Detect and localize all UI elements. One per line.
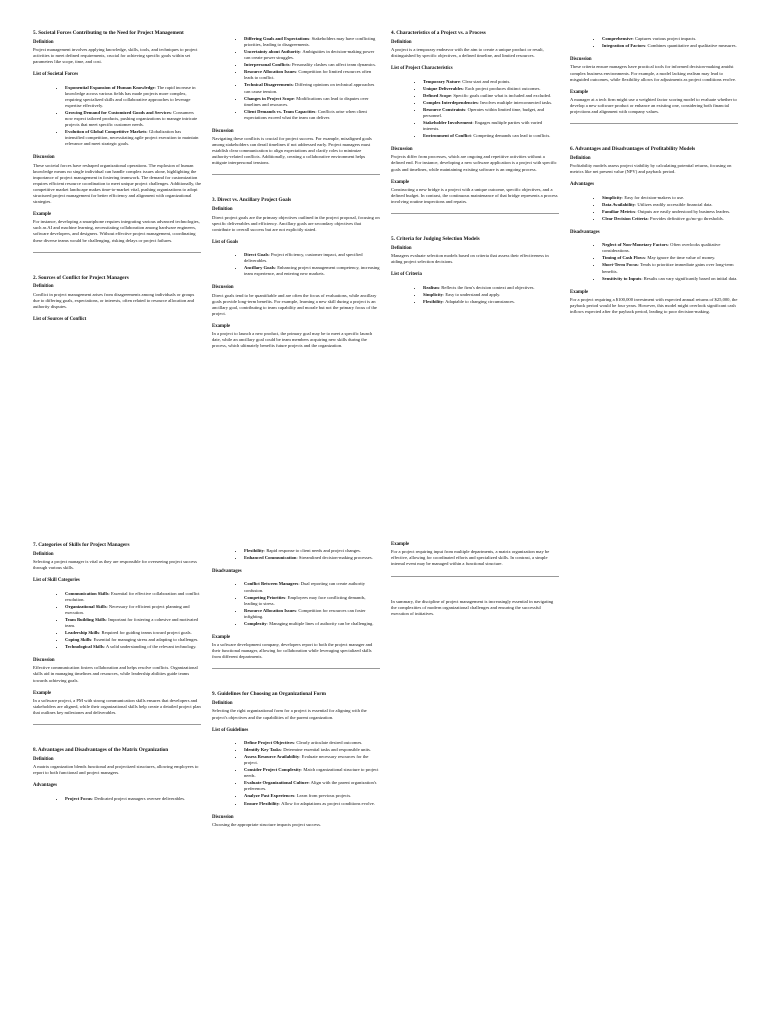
block-text: A project is a temporary endeavor with the aim to create a unique product or result, distinguished by specific objectives, a defined timeline, and limited resources. bbox=[391, 47, 544, 59]
item-term: Interpersonal Conflicts bbox=[244, 62, 290, 68]
block-heading: Definition bbox=[391, 245, 412, 251]
section-title: 4. Characteristics of a Project vs. a Process bbox=[391, 30, 486, 36]
item-text: : Involves multiple interconnected tasks. bbox=[477, 99, 553, 105]
item-term: Resource Allocation Issues bbox=[244, 69, 296, 75]
item-term: Simplicity bbox=[423, 291, 443, 297]
block-heading: List of Project Characteristics bbox=[391, 66, 453, 72]
block-heading: Advantages bbox=[33, 783, 57, 789]
list-item bbox=[602, 276, 738, 282]
list-item bbox=[244, 548, 380, 554]
list-item bbox=[423, 79, 559, 85]
section-divider bbox=[212, 668, 380, 669]
block-heading: Example bbox=[570, 289, 589, 295]
block-heading: Definition bbox=[33, 284, 54, 290]
item-term: Complex Interdependencies bbox=[423, 99, 478, 105]
section bbox=[33, 542, 201, 725]
item-text: : Results can vary significantly based on initial data. bbox=[641, 275, 738, 281]
block-heading: Definition bbox=[33, 39, 54, 45]
list-item bbox=[602, 262, 738, 274]
item-text: : A solid understanding of the relevant technology. bbox=[103, 644, 197, 650]
item-term: Conflict Between Managers bbox=[244, 581, 299, 587]
block-text: Selecting a project manager is vital as they are responsible for overseeing project success through various skills. bbox=[33, 559, 197, 571]
item-term: Integration of Factors bbox=[602, 43, 646, 49]
section bbox=[33, 30, 201, 253]
block-text: Managers evaluate selection models based on criteria that assess their effectiveness in aiding project selection decisions. bbox=[391, 253, 549, 265]
block-text: Navigating these conflicts is crucial for project success. For example, misaligned goals among stakeholders can derail timelines if not addressed early. Project managers must establish clear communication to align expectations and clarify roles to minimize authority-related conflicts. Additionally, creating a collaborative environment helps mitigate interpersonal tensions. bbox=[212, 136, 372, 166]
bullet-list bbox=[391, 79, 559, 140]
item-text: : Competing demands can lead to conflicts. bbox=[470, 133, 551, 139]
section bbox=[33, 275, 201, 324]
list-item bbox=[244, 252, 380, 264]
item-text: : Personality clashes can affect team dynamics. bbox=[289, 62, 377, 68]
item-term: Ensure Flexibility bbox=[244, 800, 280, 806]
list-item bbox=[244, 96, 380, 108]
item-term: Project Focus bbox=[65, 795, 92, 801]
column-2 bbox=[212, 542, 380, 835]
item-text: : Allow for adaptations as project conditions evolve. bbox=[279, 800, 375, 806]
column-4 bbox=[570, 30, 738, 322]
list-item bbox=[423, 292, 559, 298]
block-text: In a project to launch a new product, the primary goal may be to meet a specific launch date, while an ancillary goal could be team members acquiring new skills during the process, which ultimately benefits future projects and the organization. bbox=[212, 331, 373, 349]
list-item bbox=[244, 754, 380, 766]
item-term: Sensitivity to Inputs bbox=[602, 275, 642, 281]
section bbox=[391, 542, 559, 577]
item-text: : Dual reporting can create authority confusion. bbox=[244, 581, 366, 593]
item-text: : Modifications can lead to disputes over timelines and resources. bbox=[244, 95, 369, 107]
item-term: Leadership Skills bbox=[65, 629, 100, 635]
item-term: Flexibility bbox=[244, 548, 264, 553]
item-text: : Outputs are easily understood by business leaders. bbox=[635, 208, 731, 214]
list-item bbox=[244, 82, 380, 94]
section-title: 8. Advantages and Disadvantages of the Matrix Organization bbox=[33, 747, 169, 754]
block-heading: List of Sources of Conflict bbox=[33, 316, 87, 322]
block-heading: Discussion bbox=[391, 147, 413, 153]
item-text: : Operates within limited time, budget, and personnel. bbox=[423, 106, 544, 118]
item-term: Technological Skills bbox=[65, 644, 104, 650]
list-item bbox=[423, 133, 559, 139]
item-text: : Conflicts arise when client expectations exceed what the team can deliver. bbox=[244, 108, 367, 120]
bullet-list bbox=[212, 36, 380, 121]
item-text: : Each project produces distinct outcomes. bbox=[462, 85, 541, 91]
item-text: : Consumers now expect tailored products, pushing organizations to manage intricate projects that meet specific customer needs. bbox=[65, 109, 198, 127]
list-item bbox=[244, 747, 380, 753]
list-item bbox=[244, 780, 380, 792]
item-text: : Combines quantitative and qualitative measures. bbox=[645, 43, 737, 49]
item-term: Uncertainty about Authority bbox=[244, 49, 301, 55]
item-term: Differing Goals and Expectations bbox=[244, 36, 310, 41]
item-term: Flexibility bbox=[423, 298, 443, 304]
item-term: Evolution of Global Competitive Markets bbox=[65, 129, 147, 135]
column-3 bbox=[391, 542, 559, 624]
item-text: : Essential for managing stress and adapting to challenges. bbox=[91, 636, 199, 642]
section bbox=[391, 30, 559, 214]
list-item bbox=[65, 110, 201, 128]
list-item bbox=[423, 86, 559, 92]
item-text: : Learn from previous projects. bbox=[294, 793, 352, 799]
list-item bbox=[65, 617, 201, 629]
list-item bbox=[65, 591, 201, 603]
item-term: Coping Skills bbox=[65, 636, 92, 642]
block-heading: List of Criteria bbox=[391, 272, 422, 278]
section-title: 9. Guidelines for Choosing an Organizational Form bbox=[212, 691, 326, 698]
bullet-list bbox=[33, 591, 201, 651]
section-title: 5. Criteria for Judging Selection Models bbox=[391, 236, 480, 243]
block-heading: Discussion bbox=[212, 285, 234, 291]
item-term: Consider Project Complexity bbox=[244, 767, 301, 773]
item-term: Comprehensive bbox=[602, 36, 633, 41]
item-term: Define Project Objectives bbox=[244, 739, 294, 745]
list-item bbox=[602, 216, 738, 222]
item-text: : Often overlooks qualitative considerations. bbox=[602, 242, 721, 254]
item-term: Familiar Metrics bbox=[602, 208, 636, 214]
section bbox=[212, 197, 380, 349]
item-text: : Clear start and end points. bbox=[459, 78, 511, 84]
list-item bbox=[244, 62, 380, 68]
section bbox=[570, 36, 738, 124]
item-text: : Tends to prioritize immediate gains over long-term benefits. bbox=[602, 262, 734, 274]
block-text: Effective communication fosters collaboration and helps resolve conflicts. Organizational skills aid in managing timelines and resources, while leadership abilities guide teams towards achieving goals. bbox=[33, 665, 198, 683]
block-heading: List of Guidelines bbox=[212, 727, 249, 733]
section bbox=[212, 36, 380, 175]
item-text: : Match organizational structure to project needs. bbox=[244, 767, 379, 779]
block-heading: Discussion bbox=[33, 155, 55, 161]
item-text: : Clearly articulate desired outcomes. bbox=[293, 739, 363, 745]
list-item bbox=[244, 555, 380, 561]
item-text: : Enhancing project management competency, increasing team experience, and entering new markets. bbox=[244, 265, 380, 277]
bullet-list bbox=[212, 581, 380, 626]
item-term: Assess Resource Availability bbox=[244, 754, 300, 760]
block-text: A matrix organization blends functional and projectized structures, allowing employees to report to both functional and project managers. bbox=[33, 764, 199, 776]
column-1 bbox=[33, 542, 201, 810]
list-item bbox=[244, 109, 380, 121]
block-heading: Disadvantages bbox=[570, 229, 600, 235]
item-text: : Captures various project impacts. bbox=[632, 36, 697, 41]
list-item bbox=[244, 36, 380, 48]
block-heading: Definition bbox=[33, 756, 54, 762]
block-heading: Definition bbox=[212, 701, 233, 707]
list-item bbox=[65, 85, 201, 109]
block-text: Conflict in project management arises from disagreements among individuals or groups due to differing goals, expectations, or interests, often related to resource allocation and authority disputes. bbox=[33, 291, 195, 309]
section bbox=[212, 548, 380, 669]
item-term: Stakeholder Involvement bbox=[423, 119, 473, 125]
bullet-list bbox=[212, 548, 380, 561]
block-heading: Discussion bbox=[212, 814, 234, 820]
item-term: Resource Allocation Issues bbox=[244, 607, 296, 613]
item-term: Technical Disagreements bbox=[244, 82, 293, 88]
list-item bbox=[244, 608, 380, 620]
block-heading: List of Societal Forces bbox=[33, 72, 79, 78]
bullet-list bbox=[391, 285, 559, 305]
item-term: Timing of Cash Flows bbox=[602, 255, 645, 261]
item-term: Simplicity bbox=[602, 194, 622, 200]
bullet-list bbox=[570, 36, 738, 49]
block-text: For a project requiring input from multiple departments, a matrix organization may be effective, allowing for coordinated efforts and specialized skills. In contrast, a simple internal event may be managed within a functional structure. bbox=[391, 549, 550, 567]
list-item bbox=[65, 630, 201, 636]
block-heading: Definition bbox=[212, 207, 233, 213]
item-term: Short-Term Focus bbox=[602, 262, 638, 268]
item-text: : Adaptable to changing circumstances. bbox=[442, 298, 515, 304]
item-term: Defined Scope bbox=[423, 92, 451, 98]
list-item bbox=[423, 120, 559, 132]
item-text: : Provides definitive go/no-go thresholds. bbox=[647, 215, 724, 221]
item-text: : Stakeholders may have conflicting priorities, leading to disagreements. bbox=[244, 36, 376, 48]
item-text: : Project efficiency, customer impact, and specified deliverables. bbox=[244, 252, 363, 264]
list-item bbox=[423, 299, 559, 305]
block-text: Selecting the right organizational form for a project is essential for aligning with the project's objectives and the capabilities of the parent organization. bbox=[212, 708, 367, 720]
item-term: Resource Constraints bbox=[423, 106, 466, 112]
list-item bbox=[602, 195, 738, 201]
section bbox=[570, 146, 738, 315]
item-text: : Ambiguities in decision-making power can create power struggles. bbox=[244, 49, 375, 61]
item-term: Competing Priorities bbox=[244, 594, 286, 600]
section-divider bbox=[33, 252, 201, 253]
block-text: For instance, developing a smartphone requires integrating various advanced technologies, such as AI and machine learning, necessitating collaboration among hardware engineers, software developers, and designers. Without effective project management, coordinating these diverse teams would be challenging, risking delays or project failures. bbox=[33, 219, 200, 243]
block-text: Direct goals tend to be quantifiable and are often the focus of evaluations, while ancillary goals provide long-term benefits. For example, learning a new skill during a project is an ancillary goal, contributing to team capability and morale but not the primary focus of the project. bbox=[212, 292, 377, 316]
block-heading: Example bbox=[212, 323, 231, 329]
item-text: : Dedicated project managers oversee deliverables. bbox=[91, 795, 186, 801]
list-item bbox=[244, 265, 380, 277]
section bbox=[212, 691, 380, 828]
item-term: Temporary Nature bbox=[423, 78, 460, 84]
section-divider bbox=[33, 724, 201, 725]
block-heading: List of Goals bbox=[212, 239, 239, 245]
section bbox=[391, 236, 559, 305]
bullet-list bbox=[33, 85, 201, 148]
section-title: 2. Sources of Conflict for Project Managers bbox=[33, 274, 129, 281]
item-text: : Required for guiding teams toward project goals. bbox=[99, 629, 192, 635]
list-item bbox=[244, 621, 380, 627]
item-text: : Easy for decision-makers to use. bbox=[621, 194, 685, 200]
list-item bbox=[65, 644, 201, 650]
bullet-list bbox=[570, 195, 738, 222]
section-title: 3. Direct vs. Ancillary Project Goals bbox=[212, 197, 292, 204]
bullet-list bbox=[212, 740, 380, 807]
block-text: These criteria ensure managers have practical tools for informed decision-making amidst complex business environments. For example, a model lacking realism may lead to misguided outcomes, while flexibility allows for adjustments as project conditions evolve. bbox=[570, 64, 737, 82]
block-heading: Disadvantages bbox=[212, 569, 242, 575]
block-text: Profitability models assess project viability by calculating potential returns, focusing on metrics like net present value (NPV) and payback period. bbox=[570, 163, 732, 175]
item-term: Client Demands vs. Team Capacities bbox=[244, 108, 316, 114]
block-text: In a software development company, developers report to both the project manager and their functional manager, allowing for collaboration while leveraging specialized skills from different departments. bbox=[212, 642, 373, 660]
list-item bbox=[423, 107, 559, 119]
list-item bbox=[65, 129, 201, 147]
block-heading: Example bbox=[391, 179, 410, 185]
item-term: Team Building Skills bbox=[65, 616, 106, 622]
item-text: : The rapid increase in knowledge across various fields has made projects more complex, requiring specialized skills and collaborative approaches to leverage expertise effectively. bbox=[65, 84, 196, 108]
item-text: : Competition for resources can foster infighting. bbox=[244, 607, 366, 619]
list-item bbox=[602, 202, 738, 208]
item-text: : Important for fostering a cohesive and motivated team. bbox=[65, 616, 198, 628]
bullet-list bbox=[212, 252, 380, 277]
block-text: In summary, the discipline of project management is increasingly essential in navigating the complexities of modern organizational challenges and ensuring the successful execution of initiatives. bbox=[391, 598, 554, 616]
block-heading: Definition bbox=[391, 39, 412, 45]
section-divider bbox=[570, 123, 738, 124]
section-title: 5. Societal Forces Contributing to the Need for Project Management bbox=[33, 30, 184, 36]
block-heading: Example bbox=[570, 89, 589, 95]
item-term: Communication Skills bbox=[65, 590, 109, 596]
list-item bbox=[244, 793, 380, 799]
block-text: A manager at a tech firm might use a weighted factor scoring model to evaluate whether to develop a new software product or enhance an existing one, considering both financial projections and alignment with company values. bbox=[570, 96, 737, 115]
item-term: Direct Goals bbox=[244, 252, 269, 258]
block-text: Choosing the appropriate structure impacts project success. bbox=[212, 821, 322, 827]
item-term: Organizational Skills bbox=[65, 603, 107, 609]
list-item bbox=[602, 255, 738, 261]
item-text: : Necessary for efficient project planning and execution. bbox=[65, 603, 190, 615]
item-term: Exponential Expansion of Human Knowledge bbox=[65, 84, 155, 90]
item-text: : Engages multiple parties with varied interests. bbox=[423, 119, 543, 131]
item-term: Enhanced Communication bbox=[244, 555, 297, 561]
section-divider bbox=[212, 174, 380, 175]
item-term: Evaluate Organizational Culture bbox=[244, 780, 309, 786]
item-text: : Evaluate necessary resources for the project. bbox=[244, 754, 369, 766]
bullet-list bbox=[33, 796, 201, 802]
block-text: Project management involves applying knowledge, skills, tools, and techniques to project activities to meet defined requirements, crucial for achieving specific goals within set parameters like scope, time, and cost. bbox=[33, 47, 198, 65]
block-text: For a project requiring a $100,000 investment with expected annual returns of $25,000, the payback period would be four years. However, this model might overlook significant cash inflows expected after the payback period, leading to poor decision-making. bbox=[570, 296, 738, 315]
item-text: : Reflects the firm's decision context and objectives. bbox=[438, 284, 535, 290]
list-item bbox=[423, 93, 559, 99]
item-text: : Competition for limited resources often leads to conflict. bbox=[244, 69, 372, 81]
column-1 bbox=[33, 30, 201, 324]
list-item bbox=[244, 767, 380, 779]
item-term: Ancillary Goals bbox=[244, 265, 275, 271]
item-term: Identify Key Tasks bbox=[244, 747, 281, 752]
block-heading: Discussion bbox=[570, 57, 592, 63]
item-term: Changes in Project Scope bbox=[244, 95, 294, 101]
block-heading: Definition bbox=[33, 551, 54, 557]
item-text: : Easy to understand and apply. bbox=[442, 291, 501, 297]
block-heading: Example bbox=[212, 634, 231, 640]
list-item bbox=[65, 796, 201, 802]
section-title: 7. Categories of Skills for Project Managers bbox=[33, 542, 130, 548]
item-text: : Managing multiple lines of authority can be challenging. bbox=[266, 620, 374, 626]
list-item bbox=[244, 740, 380, 746]
section bbox=[391, 599, 559, 617]
list-item bbox=[423, 285, 559, 291]
item-term: Data Availability bbox=[602, 201, 635, 207]
section-divider bbox=[391, 576, 559, 577]
block-heading: Discussion bbox=[212, 128, 234, 134]
section-title: 6. Advantages and Disadvantages of Profitability Models bbox=[570, 146, 696, 153]
list-item bbox=[244, 69, 380, 81]
block-text: These societal forces have reshaped organizational operations. The explosion of human knowledge means no single individual can handle complex issues alone, highlighting the importance of project management in fostering teamwork. The demand for customization requires efficient resource coordination to meet unique project challenges. Additionally, the competitive market landscape makes time-to-market vital, pushing organizations to adopt structured project management for better efficiency and alignment with organizational strategies. bbox=[33, 162, 201, 204]
item-text: : Essential for effective collaboration and conflict resolution. bbox=[65, 590, 200, 602]
block-heading: Example bbox=[33, 690, 52, 696]
item-term: Growing Demand for Customized Goods and Services bbox=[65, 109, 171, 115]
list-item bbox=[602, 209, 738, 215]
item-text: : Streamlined decision-making processes. bbox=[296, 555, 373, 561]
column-3 bbox=[391, 30, 559, 313]
list-item bbox=[423, 100, 559, 106]
block-heading: Discussion bbox=[33, 658, 55, 664]
column-2 bbox=[212, 30, 380, 356]
section bbox=[33, 747, 201, 802]
block-heading: Example bbox=[391, 542, 410, 547]
list-item bbox=[244, 801, 380, 807]
item-text: : Utilizes readily accessible financial data. bbox=[634, 201, 713, 207]
list-item bbox=[602, 43, 738, 49]
item-text: : Differing opinions on technical approaches can cause tension. bbox=[244, 82, 375, 94]
item-term: Realism bbox=[423, 284, 439, 290]
page-bottom bbox=[0, 512, 768, 1024]
block-text: Projects differ from processes, which are ongoing and repetitive activities without a defined end. For instance, developing a new software application is a project with specific goals and timelines, while maintaining existing software is an ongoing process. bbox=[391, 154, 557, 172]
item-text: : Employees may face conflicting demands, leading to stress. bbox=[244, 594, 366, 606]
item-term: Clear Decision Criteria bbox=[602, 215, 648, 221]
item-term: Unique Deliverables bbox=[423, 85, 463, 91]
block-heading: Definition bbox=[570, 155, 591, 161]
item-term: Neglect of Non-Monetary Factors bbox=[602, 242, 668, 248]
item-term: Complexity bbox=[244, 620, 267, 626]
item-text: : Globalization has intensified competition, necessitating agile project execution to maintain relevance and meet strategic goals. bbox=[65, 129, 199, 147]
item-text: : May ignore the time value of money. bbox=[644, 255, 716, 261]
list-item bbox=[244, 49, 380, 61]
item-term: Analyze Past Experiences bbox=[244, 793, 295, 799]
list-item bbox=[602, 242, 738, 254]
block-text: In a software project, a PM with strong communication skills ensures that developers and stakeholders are aligned, while their organizational skills help create a detailed project plan that outlines key milestones and deliverables. bbox=[33, 697, 201, 716]
block-heading: List of Skill Categories bbox=[33, 578, 80, 584]
list-item bbox=[602, 36, 738, 42]
list-item bbox=[65, 604, 201, 616]
section-divider bbox=[391, 213, 559, 214]
block-heading: Example bbox=[33, 211, 52, 217]
block-heading: Advantages bbox=[570, 182, 594, 188]
list-item bbox=[244, 595, 380, 607]
list-item bbox=[244, 581, 380, 593]
block-text: Constructing a new bridge is a project with a unique outcome, specific objectives, and a defined budget. In contrast, the continuous maintenance of that bridge represents a process involving routine inspections and repairs. bbox=[391, 186, 558, 205]
item-term: Environment of Conflict bbox=[423, 133, 471, 139]
bullet-list bbox=[570, 242, 738, 281]
item-text: : Determine essential tasks and responsible units. bbox=[280, 747, 371, 752]
item-text: : Rapid response to client needs and project changes. bbox=[263, 548, 361, 553]
block-text: Direct project goals are the primary objectives outlined in the project proposal, focusing on specific deliverables and efficiency. Ancillary goals are secondary objectives that contribute to overall success but are not explicitly stated. bbox=[212, 214, 380, 232]
list-item bbox=[65, 637, 201, 643]
item-text: : Align with the parent organization's preferences. bbox=[244, 780, 377, 792]
item-text: : Specific goals outline what is included and excluded. bbox=[450, 92, 552, 98]
